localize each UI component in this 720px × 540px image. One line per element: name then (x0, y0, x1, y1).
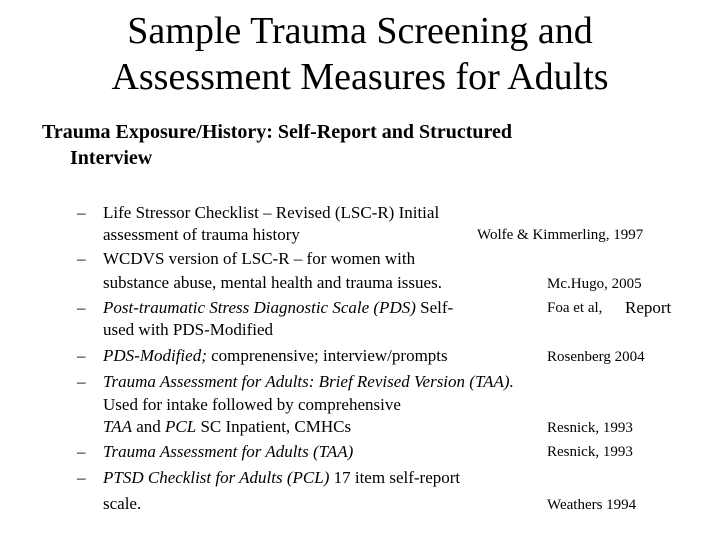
slide-title-line-1: Sample Trauma Screening and (127, 10, 593, 52)
item-5-line-2: Used for intake followed by comprehensive (103, 395, 401, 414)
item-1-line-2: assessment of trauma history (103, 225, 300, 244)
item-3-line-1-rest: Self- (415, 298, 454, 317)
bullet-dash: – (77, 249, 86, 268)
bullet-dash: – (77, 442, 86, 461)
bullet-dash: – (77, 203, 86, 222)
item-5-pcl: PCL (165, 417, 197, 436)
item-3-citation-a: Foa et al, (547, 300, 603, 316)
section-heading-line-2: Interview (70, 147, 153, 169)
bullet-dash: – (77, 346, 86, 365)
item-7-line-2: scale. (103, 494, 142, 513)
item-3-citation-b: Report (625, 298, 672, 317)
item-5-line-3-rest: SC Inpatient, CMHCs (196, 417, 352, 436)
item-1-line-1: Life Stressor Checklist – Revised (LSC-R) Initial (103, 203, 440, 222)
item-3-line-2: used with PDS-Modified (103, 320, 273, 339)
section-heading-line-1: Trauma Exposure/History: Self-Report and Structured (42, 121, 512, 143)
item-5-line-3 (103, 415, 351, 439)
item-4-line-1-rest: comprenensive; interview/prompts (206, 346, 448, 365)
item-7-citation: Weathers 1994 (547, 497, 637, 513)
item-5-citation: Resnick, 1993 (547, 420, 633, 436)
bullet-dash: – (77, 372, 86, 391)
item-6-scale-name: Trauma Assessment for Adults (TAA) (103, 442, 354, 461)
slide-title-line-2: Assessment Measures for Adults (111, 56, 609, 98)
item-7-line-1 (103, 466, 460, 490)
item-4-scale-name: PDS-Modified; (103, 346, 207, 365)
item-5-and: and (131, 417, 166, 436)
item-3-scale-name: Post-traumatic Stress Diagnostic Scale (PDS) (103, 298, 416, 317)
item-2-line-2: substance abuse, mental health and trauma issues. (103, 273, 442, 292)
item-6-citation: Resnick, 1993 (547, 444, 633, 460)
bullet-dash: – (77, 468, 86, 487)
item-2-citation: Mc.Hugo, 2005 (547, 276, 642, 292)
item-5-scale-name: Trauma Assessment for Adults: Brief Revised Version (TAA). (103, 372, 514, 391)
item-5-taa: TAA (103, 417, 132, 436)
item-4-citation: Rosenberg 2004 (547, 349, 645, 365)
item-1-citation: Wolfe & Kimmerling, 1997 (477, 227, 644, 243)
item-6-line-1 (103, 440, 353, 464)
item-4-line-1 (103, 344, 448, 368)
item-7-scale-name: PTSD Checklist for Adults (PCL) (103, 468, 330, 487)
item-3-line-1 (103, 296, 453, 320)
bullet-dash: – (77, 298, 86, 317)
item-7-line-1-rest: 17 item self-report (329, 468, 461, 487)
item-5-line-1 (103, 370, 514, 394)
item-2-line-1: WCDVS version of LSC-R – for women with (103, 249, 416, 268)
